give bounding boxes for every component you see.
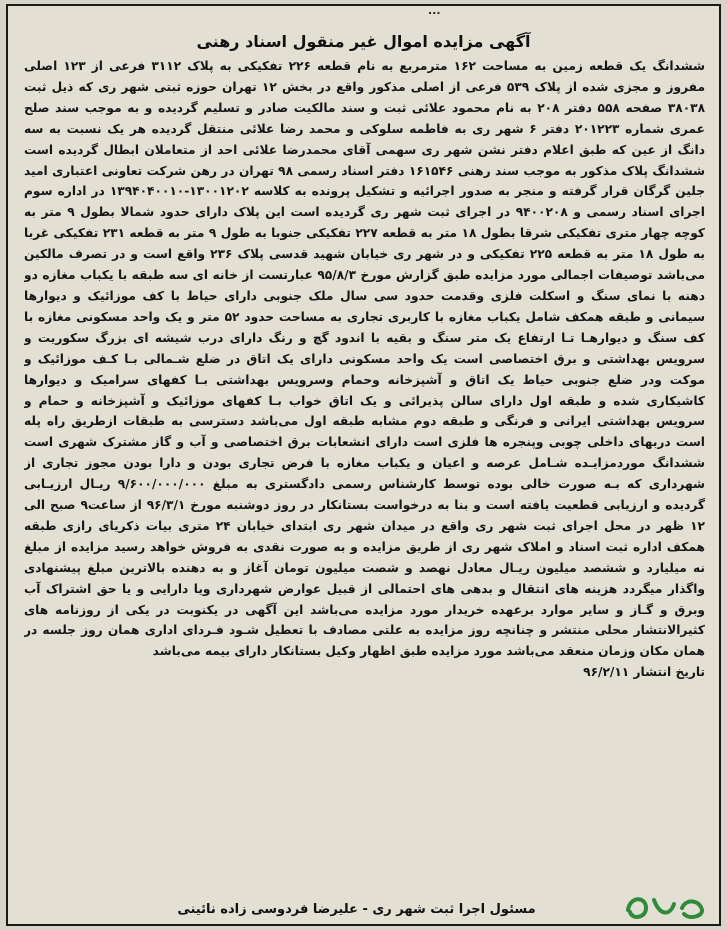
- notice-title: آگهی مزایده اموال غیر منقول اسناد رهنی: [196, 32, 531, 51]
- green-ink-mark: [620, 886, 710, 926]
- notice-body: ششدانگ یک قطعه زمین به مساحت ۱۶۲ مترمربع به نام قطعه ۲۲۶ تفکیکی به پلاک ۳۱۱۲ فرعی از ۱۲۳ اصلی مفروز و مجزی شده از پلاک ۵۳۹ فرعی از اصلی مذکور واقع در بخش ۱۲ تهران حوزه ثبتی شهر ری که ذیل ثبت ۳۸۰۳۸ صفحه ۵۵۸ دفتر ۲۰۸ به نام محمود علائی ثبت و سند مالکیت صادر و تسلیم گردیده و به موجب سند صلح عمری شماره ۲۰۱۲۲۳ دفتر ۶ شهر ری به فاطمه سلوکی و محمد رضا علائی منتقل گردیده هر یک نسبت به سه دانگ از عین که طبق اعلام دفتر نشن شهر ری سهمی آقای محمدرضا علائی احد از متعاملان ابطال گردیده است ششدانگ پلاک مذکور به موجب سند رهنی ۱۶۱۵۴۶ دفتر اسناد رسمی ۹۸ تهران در رهن شرکت تعاونی اعتباری امید جلین گرگان قرار گرفته و منجر به صدور اجرائیه و تشکیل پرونده به کلاسه ۱۳۰۰۱۲۰۲-۱۳۹۴۰۴۰۰۱۰ در اداره سوم اجرای اسناد رسمی و ۹۴۰۰۲۰۸ در اجرای ثبت شهر ری گردیده است این پلاک دارای حدود شمالا بطول ۹ متر به کوچه چهار متری تفکیکی شرقا بطول ۱۸ متر به قطعه ۲۲۷ تفکیکی جنوبا به طول ۹ متر به قطعه ۲۳۱ تفکیکی غربا به طول ۱۸ متر به قطعه ۲۲۵ تفکیکی و در شهر ری خیابان شهید قدسی پلاک ۲۳۶ واقع است و در تصرف مالکین می‌باشد توصیفات اجمالی مورد مزایده طبق گزارش مورخ ۹۵/۸/۳ عبارتست از خانه ای سه طبقه با یکباب مغازه دو دهنه با نمای سنگ و اسکلت فلزی وقدمت حدود سی سال ملک جنوبی دارای حیاط با کف موزائیک و دیوارها سیمانی و طبقه همکف شامل یکباب مغازه با کاربری تجاری به مساحت حدود ۵۲ متر و یک واحد مسکونی مغازه با کف سنگ و دیوارهـا تـا ارتفاع یک متر سنگ و بقیه با اندود گچ و رنگ دارای درب شیشه ای بزرگ سکوریت و سرویس بهداشتی و برق اختصاصی است یک واحد مسکونی دارای یک اتاق در ضلع شـمالی بـا کـف موزائیک و موکت ودر ضلع جنوبی حیاط یک اتاق و آشپزخانه وحمام وسرویس بهداشتی بـا کفهای سرامیک و دیوارها کاشیکاری شده و طبقه اول دارای سالن پذیرائی و یک اتاق خواب بـا کفهای موزائیک و آشپزخانه و حمام و سرویس بهداشتی ایرانی و فرنگی و طبقه دوم مشابه طبقه اول می‌باشد دسترسی به طبقات ازطریق راه پله است دربهای داخلی چوبی وپنجره ها فلزی است دارای انشعابات برق اختصاصی و آب و گاز مشترک شهری است ششدانگ موردمزایـده شـامل عرصه و اعیان و یکباب مغازه با فرض تجاری بودن و دارا بودن مجوز تجاری از شهرداری که بـه صورت خالی بوده توسط کارشناس رسمی دادگستری به مبلغ ۹/۶۰۰/۰۰۰/۰۰۰ ریـال ارزیـابی گردیده و ارزیابی قطعیت یافته است و بنا به درخواست بستانکار در روز دوشنبه مورخ ۹۶/۳/۱ از ساعت۹ صبح الی ۱۲ ظهر در محل اجرای ثبت شهر ری واقع در میدان شهر ری ابتدای خیابان ۲۴ متری بیات ذکریای رازی طبقه همکف اداره ثبت اسناد و املاک شهر ری از طریق مزایده و به صورت نقدی به فروش خواهد رسید مزایده از مبلغ نه میلیارد و ششصد میلیون ریـال معادل نهصد و شصت میلیون تومان آغاز و به دهنده بالاترین مبلغ پیشنهادی واگذار میگردد هزینه های انتقال و بدهی های احتمالی از قبیل عوارض شهرداری ویا دارایی و یا حق اشتراک آب وبرق و گـاز و سایر موارد برعهده خریدار مورد مزایده می‌باشد این آگهی در یکنوبت در یکی از روزنامه های کثیرالانتشار محلی منتشر و چنانچه روز مزایده به علتی مصادف با تعطیل شـود فـردای اداری همان روز جلسه در همان مکان وزمان منعقد می‌باشد مورد مزایده طبق اظهار وکیل بستانکار دارای بیمه می‌باشد تاریخ انتشار ۹۶/۲/۱۱: [24, 59, 705, 680]
- newspaper-notice: [6, 4, 721, 926]
- header-mark: ...: [428, 4, 441, 17]
- signature-line: مسئول اجرا ثبت شهر ری - علیرضا فردوسی زاده نائینی: [177, 902, 536, 917]
